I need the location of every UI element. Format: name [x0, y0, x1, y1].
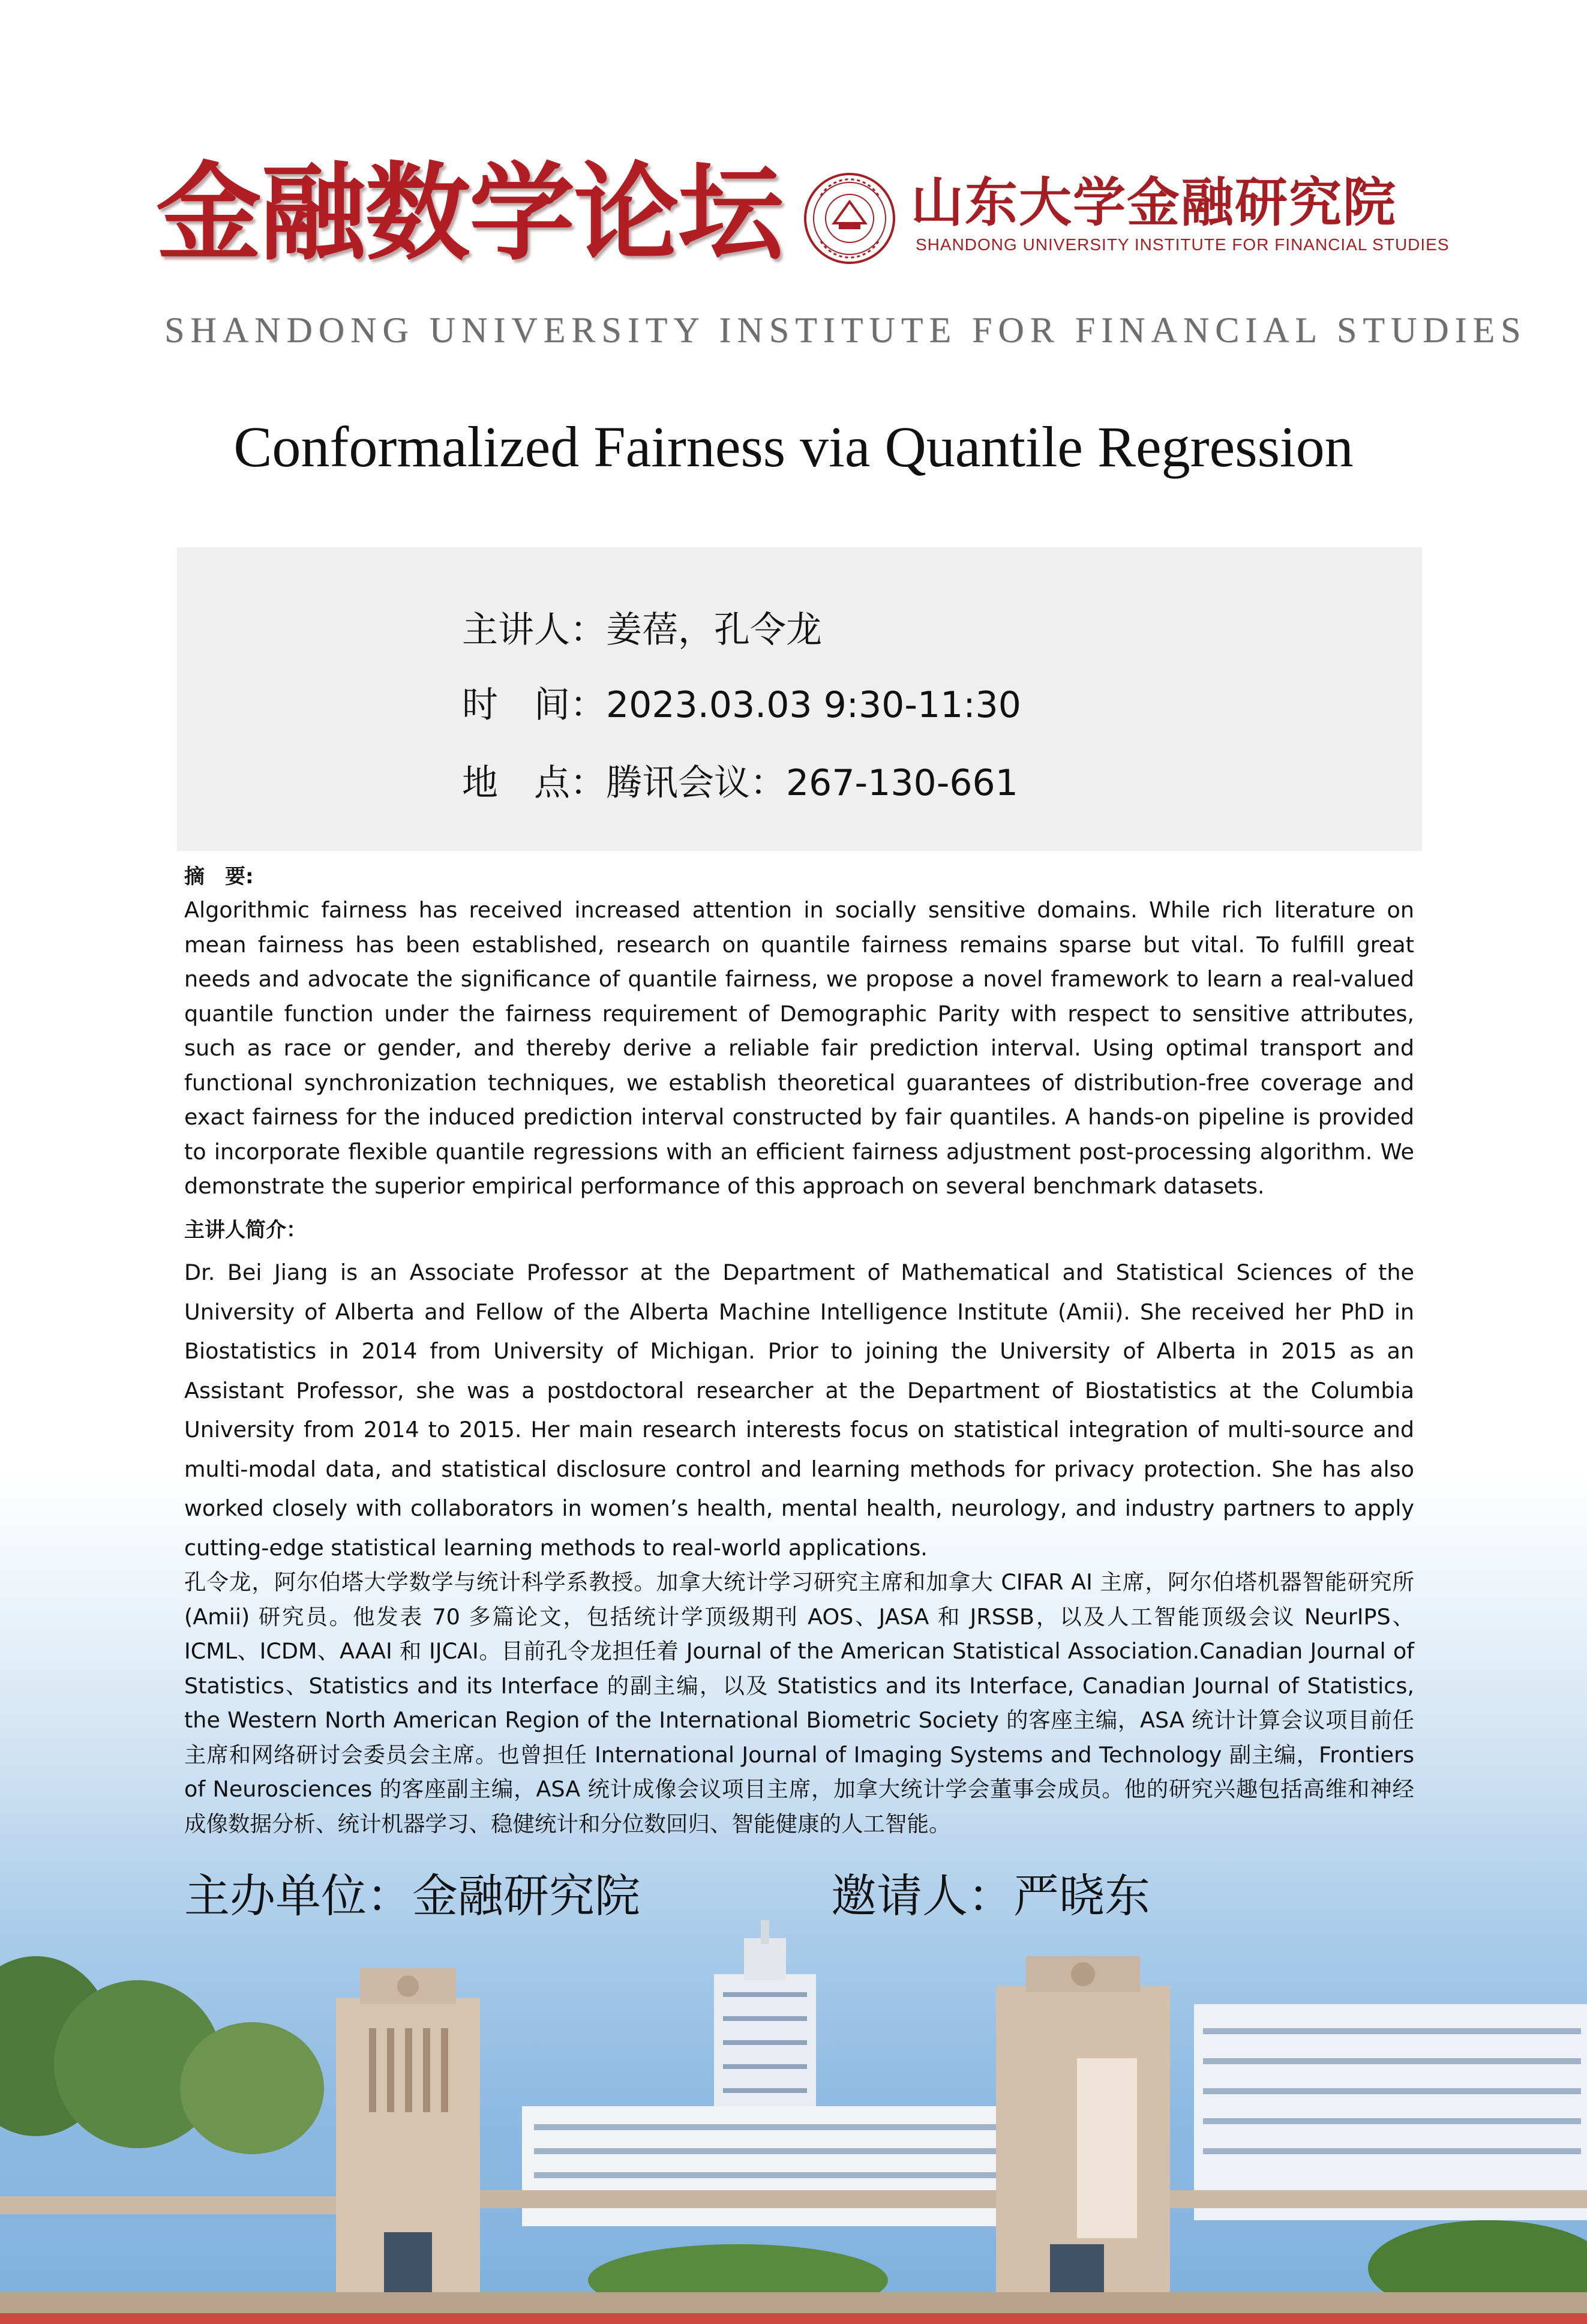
university-seal-icon: [803, 172, 896, 265]
speaker-value: 姜蓓，孔令龙: [606, 609, 822, 651]
place-value: 腾讯会议：267-130-661: [606, 762, 1018, 804]
abstract-text: Algorithmic fairness has received increased attention in socially sensitive domains. While rich literature on mean fairness has been established, research on quantile fairness remains sparse but vital. To fulfill great needs and advocate the significance of quantile fairness, we propose a novel framework to learn a real-valued quantile function under the fairness requirement of Demographic Parity with respect to sensitive attributes, such as race or gender, and thereby derive a reliable fair prediction interval. Using optimal transport and functional synchronization techniques, we establish theoretical guarantees of distribution-free coverage and exact fairness for the induced prediction interval constructed by fair quantiles. A hands-on pipeline is provided to incorporate flexible quantile regressions with an efficient fairness adjustment post-processing algorithm. We demonstrate the superior empirical performance of this approach on several benchmark datasets.: [184, 897, 1414, 1199]
talk-title: Conformalized Fairness via Quantile Regression: [233, 415, 1354, 479]
speaker-row: [462, 603, 822, 657]
forum-title: 金融数学论坛: [156, 151, 783, 275]
time-row: [462, 678, 1021, 732]
host-organizer: 主办单位：金融研究院: [184, 1869, 640, 1923]
place-label: 地 点：: [462, 762, 606, 804]
bio-text-cn: 孔令龙，阿尔伯塔大学数学与统计科学系教授。加拿大统计学习研究主席和加拿大 CIFAR AI 主席，阿尔伯塔机器智能研究所 (Amii) 研究员。他发表 70 多篇论文，包括统计学顶级期刊 AOS、JASA 和 JRSSB，以及人工智能顶级会议 NeurIPS、ICML、ICDM、AAAI 和 IJCAI。目前孔令龙担任着 Journal of the American Statistical Association.Canadian Journal of Statistics、Statistics and its Interface 的副主编，以及 Statistics and its Interface, Canadian Journal of Statistics, the Western North American Region of the International Biometric Society 的客座主编，ASA 统计计算会议项目前任主席和网络研讨会委员会主席。也曾担任 International Journal of Imaging Systems and Technology 副主编，Frontiers of Neurosciences 的客座副主编，ASA 统计成像会议项目主席，加拿大统计学会董事会成员。他的研究兴趣包括高维和神经成像数据分析、统计机器学习、稳健统计和分位数回归、智能健康的人工智能。: [184, 1569, 1414, 1837]
time-value: 2023.03.03 9:30-11:30: [606, 684, 1021, 726]
place-row: [462, 756, 1018, 810]
speaker-label: 主讲人：: [462, 609, 606, 651]
institute-banner-en: SHANDONG UNIVERSITY INSTITUTE FOR FINANCIAL STUDIES: [164, 310, 1527, 350]
time-label: 时 间：: [462, 684, 606, 726]
inviter: 邀请人：严晓东: [831, 1869, 1150, 1923]
bio-heading: 主讲人简介：: [184, 1218, 307, 1242]
abstract-heading: 摘 要:: [184, 865, 254, 889]
institute-name-cn: 山东大学金融研究院: [911, 171, 1397, 233]
campus-gate-photo: [0, 1908, 1587, 2324]
bio-text-en: Dr. Bei Jiang is an Associate Professor at the Department of Mathematical and Statistical Sciences of the University of Alberta and Fellow of the Alberta Machine Intelligence Institute (Amii). She received her PhD in Biostatistics in 2014 from University of Michigan. Prior to joining the University of Alberta in 2015 as an Assistant Professor, she was a postdoctoral researcher at the Department of Biostatistics at the Columbia University from 2014 to 2015. Her main research interests focus on statistical integration of multi-source and multi-modal data, and statistical disclosure control and learning methods for privacy protection. She has also worked closely with collaborators in women’s health, mental health, neurology, and industry partners to apply cutting-edge statistical learning methods to real-world applications.: [184, 1260, 1414, 1561]
institute-name-en-small: SHANDONG UNIVERSITY INSTITUTE FOR FINANCIAL STUDIES: [916, 235, 1450, 254]
